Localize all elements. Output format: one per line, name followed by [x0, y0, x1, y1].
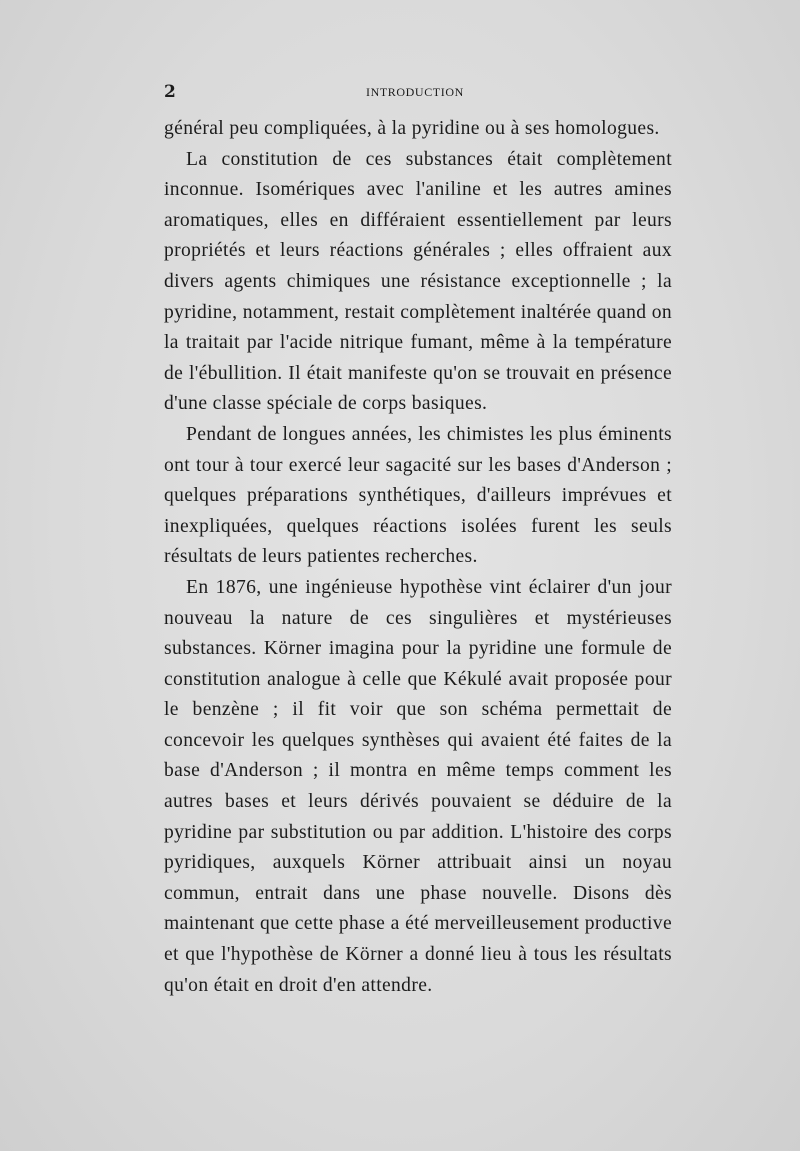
page-header	[164, 82, 672, 106]
paragraph-chemists: Pendant de longues années, les chimistes les plus éminents ont tour à tour exercé leur sagacité sur les bases d'Anderson ; quelques préparations synthétiques, d'ailleurs imprévues et inexpliquées, quelques réactions isolées furent les seuls résultats de leurs patientes recherches.	[164, 423, 672, 568]
paragraph-korner-hypothesis: En 1876, une ingénieuse hypothèse vint éclairer d'un jour nouveau la nature de ces singulières et mystérieuses substances. Körner imagina pour la pyridine une formule de constitution analogue à celle que Kékulé avait proposée pour le benzène ; il fit voir que son schéma permettait de concevoir les quelques synthèses qui avaient été faites de la base d'Anderson ; il montra en même temps comment les autres bases et leurs dérivés pouvaient se déduire de la pyridine par substitution ou par addition. L'histoire des corps pyridiques, auxquels Körner attribuait ainsi un noyau commun, entrait dans une phase nouvelle. Disons dès maintenant que cette phase a été merveilleusement productive et que l'hypothèse de Körner a donné lieu à tous les résultats qu'on était en droit d'en attendre.	[164, 576, 672, 996]
paragraph-constitution: La constitution de ces substances était complètement inconnue. Isomériques avec l'aniline et les autres amines aromatiques, elles en différaient essentiellement par leurs propriétés et leurs réactions générales ; elles offraient aux divers agents chimiques une résistance exceptionnelle ; la pyridine, notamment, restait complètement inaltérée quand on la traitait par l'acide nitrique fumant, même à la température de l'ébullition. Il était manifeste qu'on se trouvait en présence d'une classe spéciale de corps basiques.	[164, 148, 672, 415]
running-title: INTRODUCTION	[366, 85, 464, 99]
body-text	[164, 114, 672, 1001]
page-number: 2	[164, 82, 176, 102]
paragraph-continuation: général peu compliquées, à la pyridine ou à ses homologues.	[164, 118, 660, 139]
